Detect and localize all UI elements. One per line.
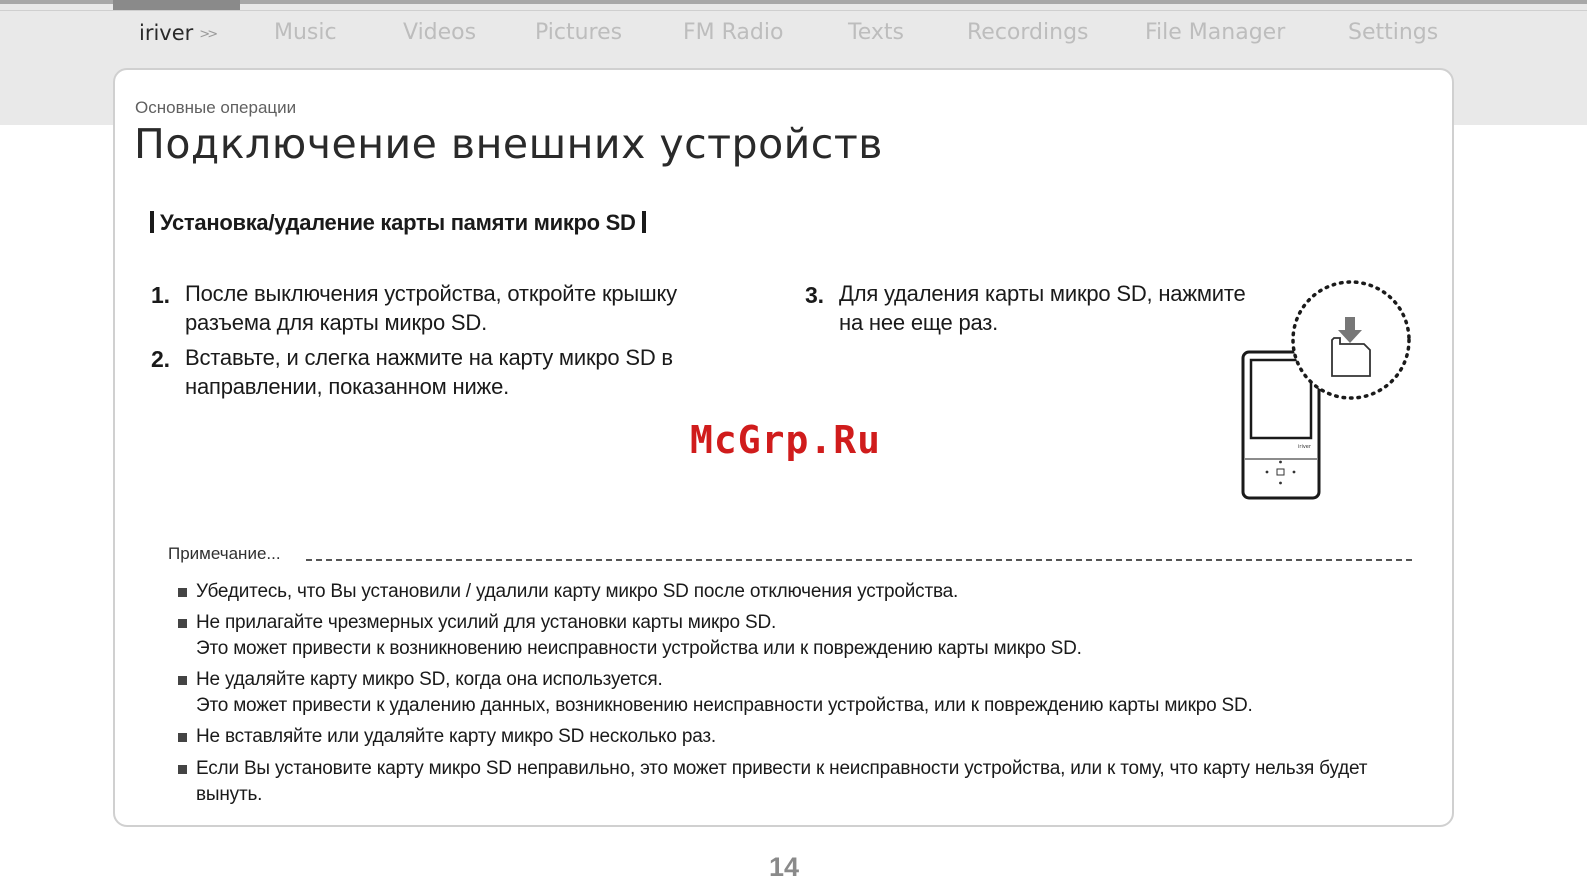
active-tab-indicator (113, 0, 240, 10)
step-line: на нее еще раз. (839, 310, 999, 335)
note-text (196, 610, 1082, 662)
square-bullet-icon (178, 676, 187, 685)
page-number: 14 (768, 852, 800, 882)
note-text (196, 724, 716, 750)
note-line: Это может привести к возникновению неисправности устройства или к повреждению карты микро SD. (196, 638, 1082, 659)
subheading-text: Установка/удаление карты памяти микро SD (160, 210, 636, 235)
nav-item-pictures[interactable]: Pictures (535, 20, 623, 45)
note-line: Если Вы установите карту микро SD неправильно, это может привести к неисправности устройства, или к тому, что карту нельзя будет (196, 758, 1368, 779)
note-line: вынуть. (196, 784, 263, 805)
step-text (839, 279, 1246, 337)
note-text (196, 756, 1367, 808)
heading-bar-left (150, 211, 154, 233)
subheading (150, 210, 646, 236)
square-bullet-icon (178, 619, 187, 628)
square-bullet-icon (178, 733, 187, 742)
nav-item-settings[interactable]: Settings (1348, 20, 1439, 45)
note-divider (306, 559, 1412, 561)
square-bullet-icon (178, 588, 187, 597)
step-number: 1. (151, 282, 170, 308)
page-title: Подключение внешних устройств (134, 120, 883, 168)
device-button-dot (1293, 471, 1296, 474)
note-title: Примечание... (168, 544, 281, 563)
note-line: Это может привести к удалению данных, возникновению неисправности устройства, или к повреждению карты микро SD. (196, 695, 1253, 716)
device-sd-card-illustration (1236, 276, 1416, 506)
header-separator (0, 10, 1587, 11)
nav-item-music[interactable]: Music (274, 20, 337, 45)
brand-name: iriver (139, 21, 194, 45)
step-number: 3. (805, 282, 824, 308)
watermark: McGrp.Ru (690, 418, 882, 462)
heading-bar-right (642, 211, 646, 233)
nav-item-fm-radio[interactable]: FM Radio (683, 20, 784, 45)
step-line: Для удаления карты микро SD, нажмите (839, 281, 1246, 306)
nav-item-texts[interactable]: Texts (848, 20, 904, 45)
step-text (185, 279, 677, 337)
step-line: Вставьте, и слегка нажмите на карту микро SD в (185, 345, 673, 370)
brand-logo[interactable] (139, 21, 215, 45)
double-chevron-icon: >> (199, 27, 216, 42)
top-navigation (0, 16, 1587, 56)
sd-card-icon (1332, 338, 1370, 376)
nav-item-file-manager[interactable]: File Manager (1145, 20, 1286, 45)
square-bullet-icon (178, 765, 187, 774)
arrow-shaft (1345, 317, 1355, 331)
note-text (196, 579, 958, 605)
device-button-dot (1266, 471, 1269, 474)
device-brand-label: iriver (1298, 444, 1311, 450)
note-line: Убедитесь, что Вы установили / удалили карту микро SD после отключения устройства. (196, 581, 959, 602)
note-line: Не прилагайте чрезмерных усилий для установки карты микро SD. (196, 612, 777, 633)
note-line: Не удаляйте карту микро SD, когда она используется. (196, 669, 663, 690)
nav-item-videos[interactable]: Videos (403, 20, 477, 45)
section-label: Основные операции (135, 98, 297, 117)
step-text (185, 343, 673, 401)
step-line: разъема для карты микро SD. (185, 310, 487, 335)
device-button-dot (1279, 482, 1282, 485)
note-text (196, 667, 1253, 719)
step-line: направлении, показанном ниже. (185, 374, 510, 399)
step-line: После выключения устройства, откройте крышку (185, 281, 677, 306)
nav-item-recordings[interactable]: Recordings (967, 20, 1089, 45)
device-button-dot (1279, 461, 1282, 464)
step-number: 2. (151, 346, 170, 372)
note-line: Не вставляйте или удаляйте карту микро SD несколько раз. (196, 726, 716, 747)
